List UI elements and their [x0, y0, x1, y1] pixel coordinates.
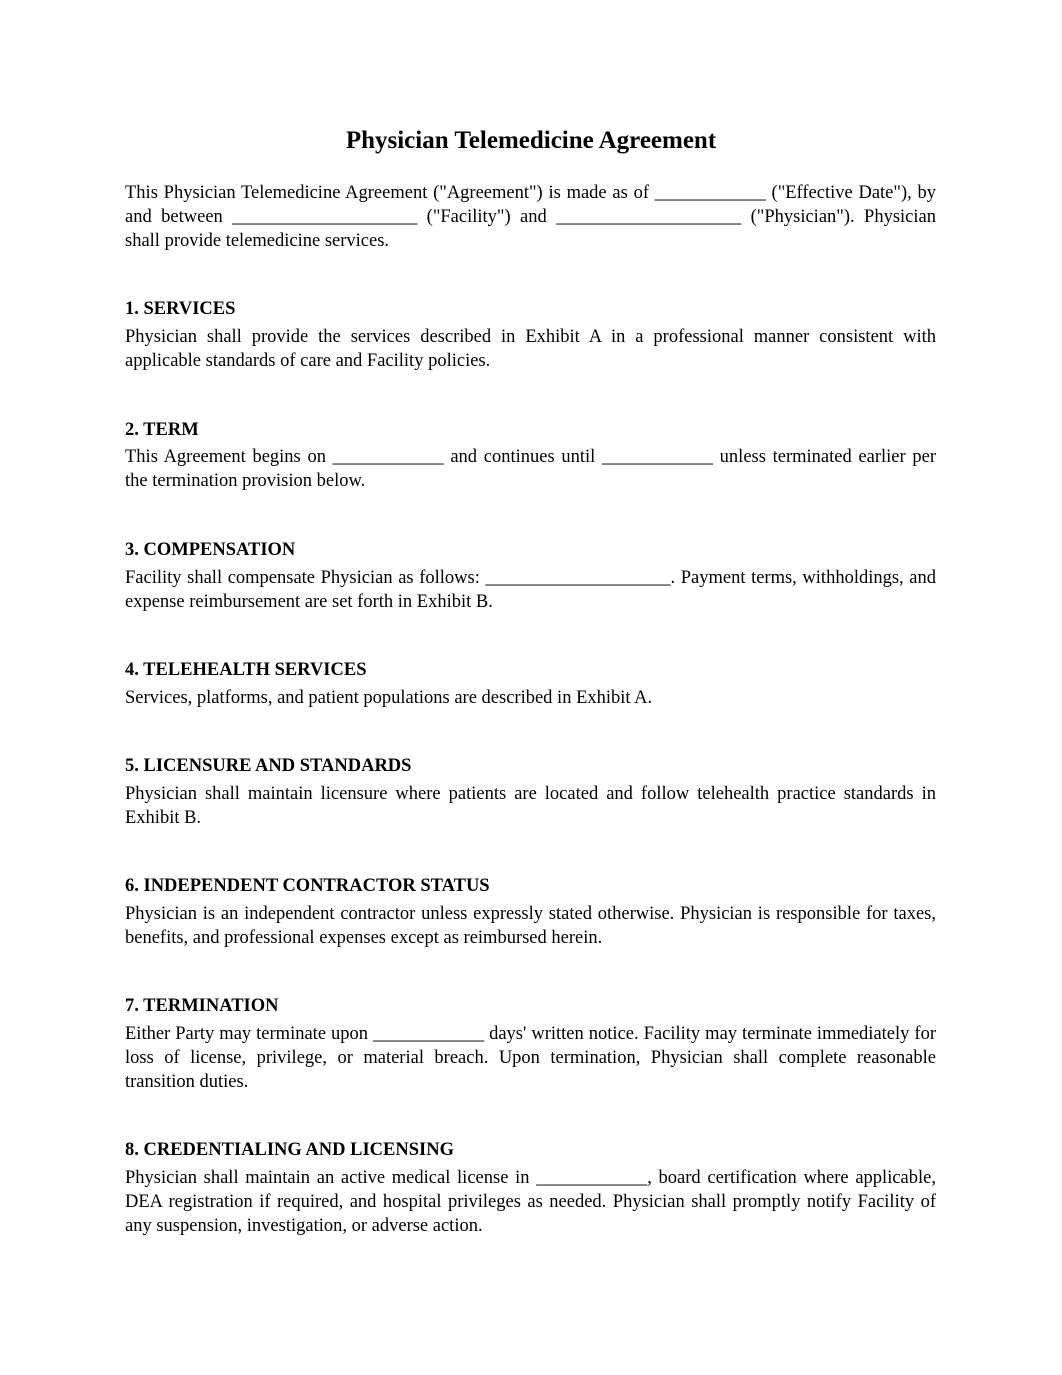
section-heading-services: 1. SERVICES [125, 299, 236, 319]
section-heading-credentialing: 8. CREDENTIALING AND LICENSING [125, 1140, 454, 1160]
intro-paragraph: This Physician Telemedicine Agreement ("Agreement") is made as of ____________ ("Effective Date"), by and between ____________________ ("Facility") and ____________________ ("Physician"). Physician shall provide telemedicine services. [125, 183, 936, 251]
section-heading-telehealth-services: 4. TELEHEALTH SERVICES [125, 660, 367, 680]
section-body-licensure: Physician shall maintain licensure where patients are located and follow telehealth practice standards in Exhibit B. [125, 784, 936, 828]
section-heading-licensure: 5. LICENSURE AND STANDARDS [125, 756, 412, 776]
section-body-compensation: Facility shall compensate Physician as follows: ____________________. Payment terms, withholdings, and expense reimbursement are set forth in Exhibit B. [125, 568, 936, 612]
document-title: Physician Telemedicine Agreement [345, 127, 717, 154]
section-heading-compensation: 3. COMPENSATION [125, 540, 296, 560]
section-heading-contractor-status: 6. INDEPENDENT CONTRACTOR STATUS [125, 876, 490, 896]
section-body-contractor-status: Physician is an independent contractor unless expressly stated otherwise. Physician is responsible for taxes, benefits, and professional expenses except as reimbursed herein. [125, 904, 936, 948]
section-heading-term: 2. TERM [125, 420, 199, 440]
section-body-telehealth-services: Services, platforms, and patient populations are described in Exhibit A. [125, 688, 653, 708]
section-body-term: This Agreement begins on ____________ and continues until ____________ unless terminated earlier per the termination provision below. [125, 447, 936, 491]
section-body-termination: Either Party may terminate upon ____________ days' written notice. Facility may terminate immediately for loss of license, privilege, or material breach. Upon termination, Physician shall complete reasonable transition duties. [125, 1024, 936, 1092]
section-body-credentialing: Physician shall maintain an active medical license in ____________, board certification where applicable, DEA registration if required, and hospital privileges as needed. Physician shall promptly notify Facility of any suspension, investigation, or adverse action. [125, 1168, 936, 1236]
section-heading-termination: 7. TERMINATION [125, 996, 279, 1016]
section-body-services: Physician shall provide the services described in Exhibit A in a professional manner consistent with applicable standards of care and Facility policies. [125, 327, 936, 371]
